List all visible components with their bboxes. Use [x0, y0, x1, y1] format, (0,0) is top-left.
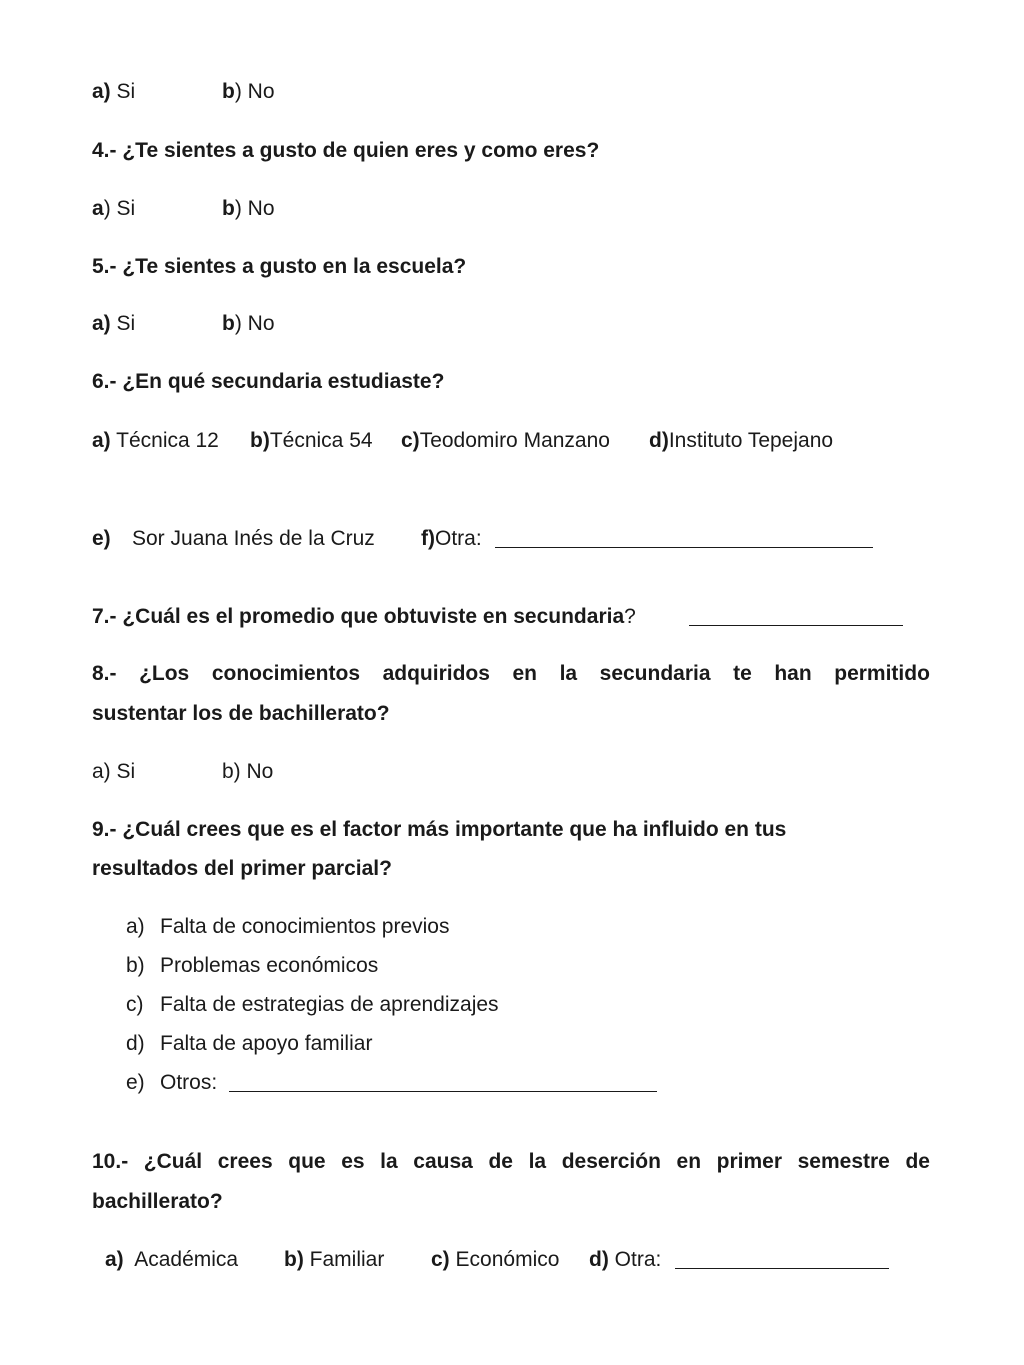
- option-c[interactable]: c)Teodomiro Manzano: [401, 429, 610, 452]
- list-item[interactable]: b) Problemas económicos: [126, 954, 379, 977]
- question-4-options: [92, 197, 275, 221]
- word: 10.-: [92, 1150, 129, 1173]
- option-a[interactable]: a) Si: [92, 80, 136, 103]
- word: semestre: [797, 1150, 890, 1173]
- option-a[interactable]: a) Si: [92, 197, 136, 220]
- question-5-options: [92, 312, 275, 336]
- word: la: [528, 1150, 547, 1173]
- top-answer-options: [92, 80, 275, 104]
- question-9-line-1: 9.- ¿Cuál crees que es el factor más importante que ha influido en tus: [92, 818, 787, 841]
- average-blank[interactable]: [689, 605, 903, 626]
- other-factor-blank[interactable]: [229, 1071, 657, 1092]
- word: 8.-: [92, 662, 117, 685]
- question-5: 5.- ¿Te sientes a gusto en la escuela?: [92, 255, 467, 278]
- question-8-options: [92, 760, 274, 784]
- option-d[interactable]: d) Otra:: [589, 1248, 662, 1271]
- word: primer: [716, 1150, 783, 1173]
- other-cause-blank[interactable]: [675, 1248, 889, 1269]
- other-school-blank[interactable]: [495, 527, 873, 548]
- word: permitido: [834, 662, 930, 685]
- question-4: 4.- ¿Te sientes a gusto de quien eres y como eres?: [92, 139, 600, 162]
- word: secundaria: [599, 662, 711, 685]
- option-b[interactable]: b) No: [222, 80, 275, 103]
- option-b[interactable]: b) No: [222, 312, 275, 335]
- word: deserción: [561, 1150, 661, 1173]
- question-7-mark: ?: [624, 605, 636, 628]
- question-8-line-2: sustentar los de bachillerato?: [92, 702, 390, 725]
- word: ¿Cuál: [143, 1150, 203, 1173]
- question-7: 7.- ¿Cuál es el promedio que obtuviste en secundaria: [92, 605, 625, 628]
- list-item[interactable]: a) Falta de conocimientos previos: [126, 915, 450, 938]
- option-b[interactable]: b)Técnica 54: [250, 429, 373, 452]
- option-a[interactable]: a) Si: [92, 760, 136, 783]
- option-c[interactable]: c) Económico: [431, 1248, 560, 1271]
- word: la: [380, 1150, 398, 1173]
- option-e[interactable]: e): [92, 527, 111, 550]
- option-b[interactable]: b) Familiar: [284, 1248, 385, 1271]
- word: te: [733, 662, 752, 685]
- question-6: 6.- ¿En qué secundaria estudiaste?: [92, 370, 445, 393]
- word: es: [341, 1150, 365, 1173]
- word: conocimientos: [211, 662, 361, 685]
- option-b[interactable]: b) No: [222, 197, 275, 220]
- list-item[interactable]: e) Otros:: [126, 1071, 217, 1095]
- question-7-line: [92, 605, 636, 629]
- option-a[interactable]: a) Técnica 12: [92, 429, 219, 452]
- word: adquiridos: [382, 662, 490, 685]
- question-8-line-1: [92, 662, 930, 686]
- word: que: [288, 1150, 326, 1173]
- word: de: [905, 1150, 930, 1173]
- word: en: [512, 662, 537, 685]
- option-d[interactable]: d)Instituto Tepejano: [649, 429, 834, 452]
- word: causa: [413, 1150, 473, 1173]
- option-a[interactable]: a) Académica: [105, 1248, 239, 1271]
- option-f[interactable]: f)Otra:: [421, 527, 482, 550]
- word: de: [488, 1150, 513, 1173]
- question-10-line-1: [92, 1150, 930, 1174]
- list-item[interactable]: d) Falta de apoyo familiar: [126, 1032, 373, 1055]
- word: la: [559, 662, 578, 685]
- word: crees: [217, 1150, 273, 1173]
- question-9-line-2: resultados del primer parcial?: [92, 857, 392, 880]
- question-10-line-2: bachillerato?: [92, 1190, 223, 1213]
- option-a[interactable]: a) Si: [92, 312, 136, 335]
- option-e-label: Sor Juana Inés de la Cruz: [132, 527, 375, 550]
- list-item[interactable]: c) Falta de estrategias de aprendizajes: [126, 993, 499, 1016]
- word: han: [774, 662, 812, 685]
- word: ¿Los: [139, 662, 190, 685]
- word: en: [676, 1150, 702, 1173]
- option-b[interactable]: b) No: [222, 760, 274, 783]
